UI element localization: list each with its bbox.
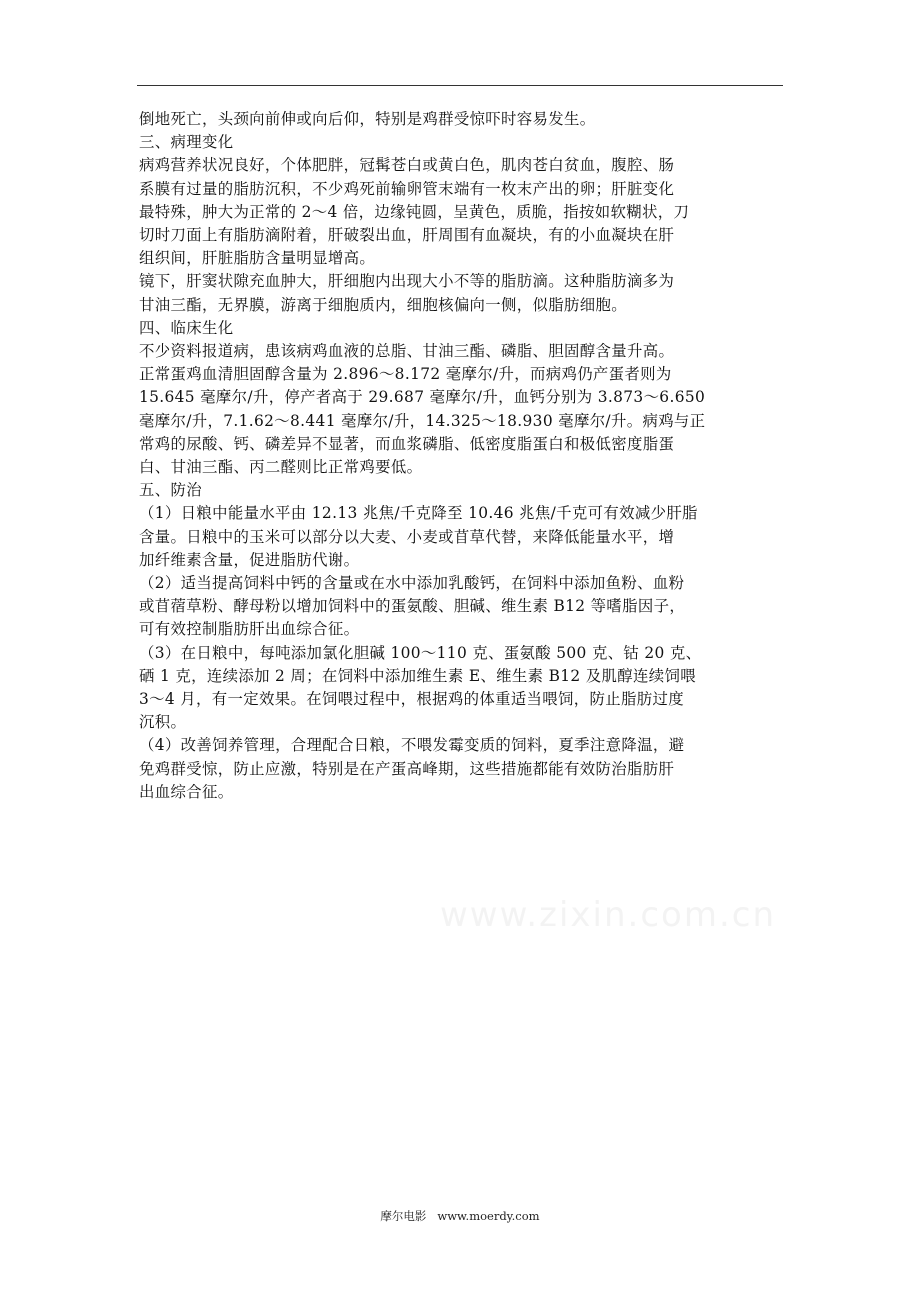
text-line: （4）改善饲养管理，合理配合日粮，不喂发霉变质的饲料，夏季注意降温，避: [139, 736, 685, 755]
text-line: 镜下，肝窦状隙充血肿大，肝细胞内出现大小不等的脂肪滴。这种脂肪滴多为: [139, 272, 675, 291]
text-line: 病鸡营养状况良好，个体肥胖，冠髯苍白或黄白色，肌肉苍白贫血，腹腔、肠: [139, 156, 675, 175]
text-line: 倒地死亡，头颈向前伸或向后仰，特别是鸡群受惊吓时容易发生。: [139, 110, 596, 128]
text-line: 可有效控制脂肪肝出血综合征。: [139, 620, 360, 639]
text-line: 含量。日粮中的玉米可以部分以大麦、小麦或苜草代替，来降低能量水平，增: [139, 527, 675, 546]
text-line: 毫摩尔/升，7.1.62～8.441 毫摩尔/升，14.325～18.930 毫摩尔/升。病鸡与正: [139, 411, 706, 430]
text-line: 15.645 毫摩尔/升，停产者高于 29.687 毫摩尔/升，血钙分别为 3.873～6.650: [139, 388, 706, 407]
text-line: 出血综合征。: [139, 782, 234, 801]
watermark: www.zixin.com.cn: [440, 895, 776, 935]
text-line: 白、甘油三酯、丙二醛则比正常鸡要低。: [139, 458, 423, 477]
text-line: 常鸡的尿酸、钙、磷差异不显著，而血浆磷脂、低密度脂蛋白和极低密度脂蛋: [139, 434, 675, 453]
text-line: 沉积。: [139, 713, 187, 732]
text-line: （3）在日粮中，每吨添加氯化胆碱 100～110 克、蛋氨酸 500 克、钴 20 克、: [139, 643, 702, 662]
text-line: （1）日粮中能量水平由 12.13 兆焦/千克降至 10.46 兆焦/千克可有效减少肝脂: [139, 504, 698, 523]
text-line: （2）适当提高饲料中钙的含量或在水中添加乳酸钙，在饲料中添加鱼粉、血粉: [139, 574, 685, 593]
text-line: 或苜蓿草粉、酵母粉以增加饲料中的蛋氨酸、胆碱、维生素 B12 等嗜脂因子，: [139, 597, 686, 616]
section-heading-pathology: 三、病理变化: [139, 133, 234, 152]
text-line: 3～4 月，有一定效果。在饲喂过程中，根据鸡的体重适当喂饲，防止脂肪过度: [139, 690, 684, 709]
text-line: 甘油三酯，无界膜，游离于细胞质内，细胞核偏向一侧，似脂肪细胞。: [139, 295, 627, 314]
text-line: 不少资料报道病，患该病鸡血液的总脂、甘油三酯、磷脂、胆固醇含量升高。: [139, 342, 675, 361]
text-line: 硒 1 克，连续添加 2 周；在饲料中添加维生素 E、维生素 B12 及肌醇连续饲喂: [139, 666, 696, 685]
text-line: 切时刀面上有脂肪滴附着，肝破裂出血，肝周围有血凝块，有的小血凝块在肝: [139, 226, 675, 245]
header-rule: [137, 85, 783, 86]
document-body: [139, 108, 785, 804]
text-line: 正常蛋鸡血清胆固醇含量为 2.896～8.172 毫摩尔/升，而病鸡仍产蛋者则为: [139, 365, 672, 384]
page-footer: 摩尔电影 www.moerdy.com: [380, 1209, 540, 1223]
text-line: 加纤维素含量，促进脂肪代谢。: [139, 550, 360, 569]
section-heading-biochemistry: 四、临床生化: [139, 318, 234, 337]
text-line: 组织间，肝脏脂肪含量明显增高。: [139, 249, 376, 268]
text-line: 系膜有过量的脂肪沉积，不少鸡死前输卵管末端有一枚末产出的卵；肝脏变化: [139, 179, 675, 198]
text-line: 免鸡群受惊，防止应激，特别是在产蛋高峰期，这些措施都能有效防治脂肪肝: [139, 759, 675, 778]
text-line: 最特殊，肿大为正常的 2～4 倍，边缘钝圆，呈黄色，质脆，指按如软糊状，刀: [139, 202, 690, 221]
section-heading-prevention: 五、防治: [139, 481, 202, 500]
